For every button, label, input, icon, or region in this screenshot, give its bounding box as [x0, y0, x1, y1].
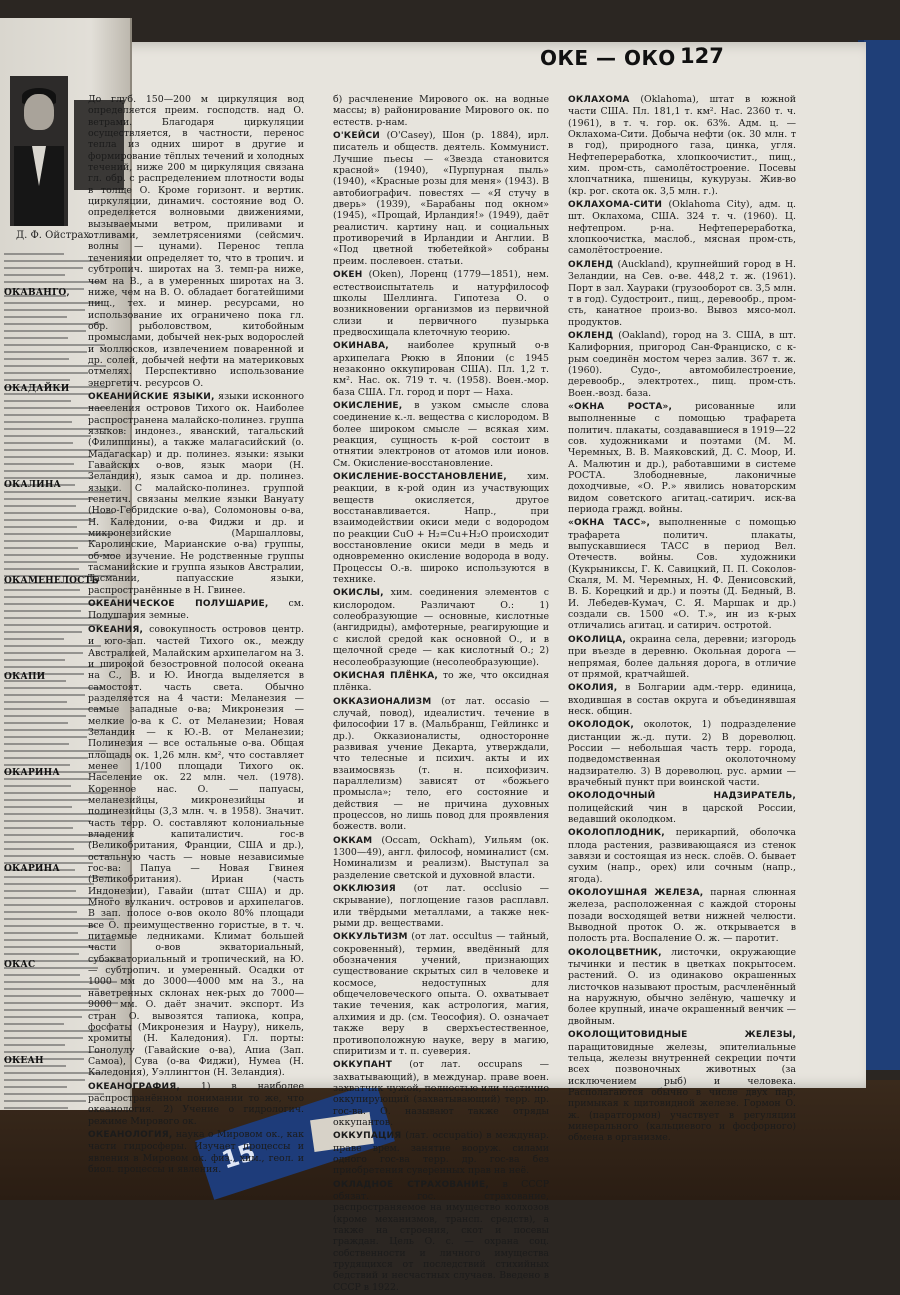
text-line [4, 764, 70, 766]
text-line [4, 743, 69, 745]
text-line [4, 757, 88, 759]
entry-headword: ОКЕАНИЧЕСКОЕ ПОЛУШАРИЕ, [88, 599, 269, 610]
entry-headword: ОКИСЛЕНИЕ-ВОССТАНОВЛЕНИЕ, [333, 472, 507, 482]
dictionary-entry [88, 598, 304, 622]
dictionary-entry [568, 947, 796, 1027]
entry-headword: ОКОЛОЦВЕТНИК, [568, 947, 662, 958]
entry-text: листочки, окружающие тычинки и пестик в цветках покрытосем. растений. О. из одинаково окрашенных листочков называют простым, расчленённый на наружную, обычно зелёную, чашечку и более крупный, иначе окрашенный венчик — двойным. [568, 946, 796, 1027]
text-line [4, 841, 92, 843]
text-line [4, 1044, 65, 1046]
text-line [4, 911, 77, 913]
dictionary-entry [333, 471, 549, 585]
portrait-caption: Д. Ф. Ойстрах. [16, 230, 93, 241]
text-line [4, 715, 86, 717]
column-1 [88, 94, 304, 1177]
page-number: 127 [680, 44, 724, 68]
text-line [4, 442, 73, 444]
entry-headword: ОККАЗИОНАЛИЗМ [333, 696, 432, 707]
text-line [4, 267, 83, 269]
text-line [4, 995, 81, 997]
dictionary-entry [333, 835, 549, 881]
left-headword: ОКАВАНГО, [4, 288, 70, 298]
dictionary-entry [333, 400, 549, 469]
text-line [4, 624, 100, 626]
text-line [4, 799, 90, 801]
text-line [4, 890, 76, 892]
text-line [4, 1100, 86, 1102]
entry-text: в Болгарии адм.-терр. единица, входившая в состав округа и объединявшая неск. общин. [568, 682, 796, 717]
column-2 [333, 94, 549, 1295]
dictionary-entry [568, 94, 796, 197]
text-line [4, 260, 101, 262]
dictionary-entry [568, 790, 796, 825]
entry-headword: ОККУЛЬТИЗМ [333, 932, 408, 943]
text-line [4, 1037, 83, 1039]
entry-text: хим. соединения элементов с кислородом. Различают О.: 1) солеобразующие — основные, кислотные (ангидриды), амфотерные, реагирующие и с кислой средой как основной О., и в щелочной среде — как кислотный О.; 2) несолеобразующие (несолеобразующие). [333, 587, 549, 668]
entry-text: (от лат. occlusio — скрывание), поглощение газов расплавл. или твёрдыми металлами, а также нек-рыми др. веществами. [333, 883, 549, 930]
entry-text: полицейский чин в царской России, ведавший околодком. [568, 802, 796, 825]
entry-text: выполненные с помощью трафарета политич. плакаты, выпускавшиеся ТАСС в период Вел. Отечеств. войны. Сов. художники (Кукрыниксы, Г. К. Савицкий, П. П. Соколов-Скаля, М. М. Черемных, Н. Ф. Денисовский, В. Б. Корецкий и др.) и поэты (Д. Бедный, В. И. Лебедев-Кумач, С. Я. Маршак и др.) создали св. 1500 «О. Т.», ин из к-рых отличались агитац. и сатирич. остротой. [568, 517, 796, 632]
entry-text: паращитовидные железы, эпителиальные тельца, железы внутренней секреции почти всех позвоночных животных (за исключением рыб) и человека. Располагаются обычно в числе двух пар, примыкая к щитовидной железе. Гормон О. ж. (паратгормон) участвует в регуляции минерального (кальциевого и фосфорного) обмена в организме. [568, 1041, 796, 1144]
text-line [4, 253, 64, 255]
text-line [4, 1016, 82, 1018]
entry-headword: ОКИСЛЫ, [333, 588, 384, 599]
text-line [4, 603, 99, 605]
dictionary-entry [88, 624, 304, 1079]
entry-text: (Auckland), крупнейший город в Н. Зеландии, на Сев. о-ве. 448,2 т. ж. (1961). Порт в зал. Хаураки (грузооборот св. 3,5 млн. т в год). Судостроит., пищ., деревообр., пром-сть, канатное произ-во. Вывоз мясо-мол. продуктов. [568, 258, 797, 328]
entry-text: (Oklahoma), штат в южной части США. Пл. 181,1 т. км². Нас. 2360 т. ч. (1961), в т. ч. гор. ок. 63%. Адм. ц. — Оклахома-Сити. Добыча нефти (ок. 30 млн. т в год), природного газа, цинка, угля. Нефтепереработка, хлопкоочистит., пищ., хим. пром-сть, самолётостроение. Посевы хлопчатника, пшеницы, кукурузы. Жив-во (кр. рог. скота ок. 3,5 млн. г.). [568, 94, 797, 197]
portrait-photo [10, 76, 68, 226]
entry-text: (от лат. occupans — захватывающий), в междунар. праве воен. захватчик чужой, полностью или частично оккупирующий (захватывающий) терр. др. гос-ва. О. называют также отряды оккупантов. [333, 1059, 550, 1128]
entry-text: то же, что оксидная плёнка. [333, 669, 549, 694]
dictionary-entry [333, 931, 549, 1057]
entry-headword: ОКЕАНИЯ, [88, 624, 144, 635]
text-line [4, 848, 74, 850]
entry-text: см. Полушария земные. [88, 598, 304, 622]
entry-headword: ОКЕАНИЙСКИЕ ЯЗЫКИ, [88, 391, 215, 402]
text-line [4, 526, 77, 528]
entry-text: хим. реакции, в к-рой один из участвующих веществ окисляется, другое восстанавливается. Напр., при взаимодействии окиси меди с водородом по реакции CuO + H₂=Cu+H₂O происходит восстановление окиси меди в медь и одновременно окисление водорода в воду. Процессы О.-в. широко используются в технике. [333, 471, 549, 586]
entry-headword: ОКЛАХОМА-СИТИ [568, 200, 663, 211]
dictionary-entry [333, 269, 549, 338]
dictionary-entry [333, 1179, 549, 1293]
left-headword: ОКЕАН [4, 1056, 44, 1066]
dictionary-entry [568, 827, 796, 885]
dictionary-entry [568, 199, 796, 257]
text-line [4, 358, 69, 360]
left-headword: ОКАРИНА [4, 768, 60, 778]
dictionary-entry [333, 670, 549, 694]
text-line [4, 638, 64, 640]
dictionary-entry [333, 94, 549, 128]
text-line [4, 1023, 64, 1025]
text-line [4, 806, 72, 808]
text-line [4, 778, 89, 780]
entry-headword: ОКОЛОЩИТОВИДНЫЕ ЖЕЛЕЗЫ, [568, 1030, 796, 1041]
text-line [4, 337, 68, 339]
portrait-face [24, 94, 54, 130]
text-line [4, 631, 82, 633]
text-line [4, 274, 65, 276]
dictionary-entry [333, 1059, 549, 1128]
left-headword: ОКАЛИНА [4, 480, 62, 490]
dictionary-entry [88, 1129, 304, 1175]
entry-headword: ОККУПАЦИЯ [333, 1131, 402, 1142]
entry-headword: ОККЛЮЗИЯ [333, 884, 396, 895]
entry-text: парная слюнная железа, расположенная с каждой стороны позади восходящей ветви нижней челюсти. Выводной проток О. ж. открывается в полость рта. Воспаление О. ж. — паротит. [568, 887, 796, 945]
entry-text: (O'Casey), Шон (р. 1884), ирл. писатель и обществ. деятель. Коммунист. Лучшие пьесы — «Звезда становится красной» (1940), «Пурпурная пыль» (1940), «Красные розы для меня» (1943). В автобиографич. повестях — «Я стучу в дверь» (1939), «Барабаны под окном» (1945), «Прощай, Ирландия!» (1949), даёт реалистич. картину нац. и социальных противоречий в Ирландии и Англии. В «Под цветной тюбетейкой» собраны преим. послевоен. статьи. [333, 130, 549, 267]
entry-headword: ОКЕАНОЛОГИЯ, [88, 1129, 173, 1140]
text-line [4, 540, 96, 542]
dictionary-entry [333, 883, 549, 929]
text-line [4, 785, 71, 787]
text-line [4, 498, 94, 500]
text-line [4, 351, 87, 353]
left-headword: ОКАПИ [4, 672, 46, 682]
dictionary-entry [568, 634, 796, 680]
text-line [4, 379, 70, 381]
text-line [4, 456, 92, 458]
running-head: ОКЕ — ОКО [540, 46, 676, 70]
text-line [4, 883, 94, 885]
entry-headword: ОКОЛОДОК, [568, 720, 635, 731]
dictionary-entry [568, 517, 796, 631]
text-line [4, 1086, 67, 1088]
text-line [4, 610, 81, 612]
entry-text: в СССР обязат. гос. страхование, распространяемое на имущество колхозов (кроме механизмов, трансп. средств), а также на строения, скот и посевы граждан. Цель О. с. — охрана соц. собственности и личного имущества трудящихся от последствий стихийных бедствий и несчастных случаев. Введено в СССР в 1922. [333, 1178, 550, 1293]
text-line [4, 421, 72, 423]
page-header [540, 44, 724, 70]
text-line [4, 561, 97, 563]
entry-text: До глуб. 150—200 м циркуляция вод определяется преим. господств. над О. ветрами. Благодаря циркуляции осуществляется, в частности, перенос тепла из одних широт в другие и формирование тёплых течений и холодных течений, ниже 200 м циркуляция связана гл. обр. с распределением плотности воды в толще О. Кроме горизонт. и вертик. циркуляции, динамич. состояние вод О. определяется волновыми движениями, вызываемыми ветром, приливами и отливами, землетрясениями (сейсмич. волны — цунами). Перенос тепла течениями определяет то, что в тропич. и субтропич. широтах на З. темп-ра ниже, чем на В., а в умеренных широтах на З. ниже, чем на В. О. обладает богатейшими пищ., тех. и минер. ресурсами, но использование их ограничено пока гл. обр. рыболовством, китобойным промыслами, добычей нек-рых водорослей и моллюсков, извлечением поваренной и др. солей, добычей нефти на материковых отмелях. Перспективно использование энергетич. ресурсов О. [88, 94, 304, 389]
entry-text: в узком смысле слова соединение к.-л. вещества с кислородом. В более широком смысле — всякая хим. реакция, сущность к-рой состоит в отнятии электронов от атомов или ионов. См. Окисление-восстановление. [333, 399, 549, 469]
text-line [4, 372, 88, 374]
entry-text: наиболее крупный о-в архипелага Рюкю в Японии (с 1945 незаконно оккупирован США). Пл. 1,2 т. км². Нас. ок. 719 т. ч. (1958). Воен.-мор. база США. Гл. город и порт — Наха. [333, 340, 549, 398]
dictionary-entry [88, 94, 304, 389]
dictionary-entry [333, 130, 549, 267]
entry-text: совокупность островов центр. и юго-зап. частей Тихого ок., между Австралией, Малайским архипелагом на З. и широкой безостровной полосой океана на С., В. и Ю. Иногда выделяется в самостоят. часть света. Обычно разделяется на 4 части: Меланезия — самые западные о-ва; Микронезия — мелкие о-ва к С. от Меланезии; Новая Зеландия — к Ю.-В. от Меланезии; Полинезия — все остальные о-ва. Общая площадь ок. 1,26 млн. км², что составляет менее 1/100 площади Тихого ок. Население ок. 22 млн. чел. (1978). Коренное нас. О. — папуасы, меланезийцы, микронезийцы и полинезийцы (3,3 млн. ч. в 1958). Значит. часть терр. О. составляют колониальные владения капиталистич. гос-в (Великобритания, Франции, США и др.), остальную часть — новые независимые гос-ва: Папуа — Новая Гвинея (Великобритания). Ириан (часть Индонезии), Гавайи (штат США) и др. Много вулканич. островов и архипелагов. В зап. полосе о-вов около 80% площади все О. преимущественно гористые, в т. ч. питаемые ледниками. Климат большей части о-вов экваториальный, субэкваториальный и тропический, на Ю. — субтропич. и умеренный. Осадки от 1000 мм до 3000—4000 мм на З., на наветренных склонах нек-рых до 7000—9000 мм. О. даёт значит. экспорт. Из стран О. вывозятся тапиока, копра, фосфаты (Микронезия и Науру), никель, хромиты (Н. Каледония). Гл. порты: Гонолулу (Гавайские о-ва), Апиа (Зап. Самоа), Сува (о-ва Фиджи), Нумеа (Н. Каледония), Уэллингтон (Н. Зеландия). [88, 623, 304, 1079]
text-line [4, 1079, 85, 1081]
entry-text: перикарпий, оболочка плода растения, развивающаяся из стенок завязи и состоящая из неск. слоёв. О. бывает сухим (напр., орех) или сочным (напр., ягода). [568, 827, 796, 885]
entry-headword: ОКЛАХОМА [568, 95, 630, 105]
column-3 [568, 94, 796, 1146]
entry-text: (Oakland), город на З. США, в шт. Калифорния, пригород Сан-Франциско, с к-рым соединён мостом через залив. 367 т. ж. (1960). Судо-, автомобилестроение, деревообр., электротех., пищ. пром-сть. Воен.-возд. база. [568, 329, 796, 399]
text-line [4, 645, 101, 647]
entry-headword: О'КЕЙСИ [333, 131, 380, 142]
dictionary-entry [568, 330, 796, 399]
dictionary-entry [88, 1081, 304, 1127]
text-line [4, 827, 73, 829]
entry-headword: ОКОЛОДОЧНЫЙ НАДЗИРАТЕЛЬ, [568, 791, 796, 802]
text-line [4, 988, 99, 990]
entry-headword: ОКИСЛЕНИЕ, [333, 400, 403, 411]
text-line [4, 519, 95, 521]
entry-headword: «ОКНА ТАСС», [568, 518, 651, 529]
text-line [4, 463, 74, 465]
text-line [4, 946, 97, 948]
text-line [4, 652, 83, 654]
dictionary-entry [88, 391, 304, 596]
entry-headword: ОКОЛИЦА, [568, 634, 626, 645]
left-headword: ОКАС [4, 960, 36, 970]
text-line [4, 701, 67, 703]
entry-headword: ОККУПАНТ [333, 1060, 393, 1071]
text-line [4, 547, 78, 549]
text-line [4, 435, 91, 437]
entry-headword: ОКОЛИЯ, [568, 683, 618, 694]
dictionary-entry [333, 696, 549, 833]
text-line [4, 925, 96, 927]
text-line [4, 694, 85, 696]
text-line [4, 820, 91, 822]
text-line [4, 974, 80, 976]
entry-headword: ОКЛЕНД [568, 330, 614, 341]
text-line [4, 1107, 68, 1109]
entry-headword: «ОКНА РОСТА», [568, 401, 673, 412]
entry-headword: ОКОЛОУШНАЯ ЖЕЛЕЗА, [568, 888, 704, 899]
dictionary-entry [568, 401, 796, 515]
entry-headword: ОКЕАНОГРАФИЯ, [88, 1081, 181, 1092]
entry-headword: ОКЕН [333, 270, 363, 281]
dictionary-entry [333, 587, 549, 667]
text-line [4, 568, 79, 570]
ruler-number: 15 [218, 1137, 259, 1175]
entry-headword: ОКИСНАЯ ПЛЁНКА, [333, 670, 439, 681]
entry-text: околоток, 1) подразделение дистанции ж.-д. пути. 2) В дореволюц. России — небольшая часть терр. города, подведомственная околоточному надзирателю. 3) В дореволюц. рус. армии — врачебный пункт при воинской части. [568, 719, 796, 788]
dictionary-entry [568, 719, 796, 788]
text-line [4, 736, 87, 738]
entry-text: (лат. occupatio) в междунар. праве врем. занятие вооруж. силами одного гос-ва терр. др. гос-ва без приобретения суверенных прав на неё. [333, 1130, 549, 1177]
entry-text: (от лат. occultus — тайный, сокровенный), термин, введённый для обозначения учений, признающих существование скрытых сил в человеке и космосе, недоступных для общечеловеческого опыта. О. охватывает такие течения, как астрология, магия, алхимия и др. (см. Теософия). О. означает также веру в сверхъестественное, противоположную науке, веру в магию, спиритизм и т. п. суеверия. [333, 931, 549, 1057]
entry-text: 1) в наиболее распространённом понимании то же, что океанология. 2) Учение о гидрологич. режиме Мирового ок. [88, 1080, 304, 1127]
entry-text: окраина села, деревни; изгородь при въезде в деревню. Окольная дорога — непрямая, более дальняя дорога, в отличие от прямой, кратчайшей. [568, 633, 796, 680]
text-line [4, 953, 79, 955]
entry-headword: ОКОЛОПЛОДНИК, [568, 828, 665, 839]
text-line [4, 477, 93, 479]
text-line [4, 316, 67, 318]
entry-text: (Occam, Ockham), Уильям (ок. 1300—49), англ. философ, номиналист (см. Номинализм и реализм). Выступал за разделение светской и духовной власти. [333, 834, 549, 881]
entry-text: наука о Мировом ок., как части гидросферы. Изучает процессы и явления в Мировом ок. физ., хим., геол. и биол. процессы и явления. [88, 1128, 304, 1175]
entry-headword: ОКЛАДНОЕ СТРАХОВАНИЕ, [333, 1179, 489, 1190]
dictionary-entry [333, 340, 549, 398]
text-line [4, 1009, 100, 1011]
dictionary-entry [568, 259, 796, 328]
left-headword: ОКАМЕНЕЛОСТЬ [4, 576, 100, 586]
text-line [4, 932, 78, 934]
dictionary-entry [568, 887, 796, 945]
entry-text: (от лат. occasio — случай, повод), идеалистич. течение в философии 17 в. (Мальбранш, Гейлинкс и др.). Окказионалисты, односторонне развивая учение Декарта, утверждали, что телесные и психич. акты и их взаимосвязь (т. н. психофизич. параллелизм) зависят от «божьего промысла»; тело, его состояние и действия — не причина духовных процессов, но лишь повод для проявления божеств. воли. [333, 695, 549, 833]
entry-text: б) расчленение Мирового ок. на водные массы; в) районирование Мирового ок. по естеств. р-нам. [333, 94, 549, 128]
entry-text: (Oken), Лоренц (1779—1851), нем. естествоиспытатель и натурфилософ школы Шеллинга. Гипотеза О. о возникновении организмов из первичной слизи и первичного пузырька предвосхищала клеточную теорию. [333, 269, 549, 338]
text-line [4, 330, 86, 332]
entry-headword: ОККАМ [333, 835, 373, 846]
text-line [4, 400, 71, 402]
dictionary-entry [568, 682, 796, 717]
entry-text: рисованные или выполненные с помощью трафарета политич. плакаты, создававшиеся в 1919—22 сов. художниками и поэтами (М. М. Черемных, В. В. Маяковский, Д. С. Моор, И. А. Малютин и др.), работавшими в системе РОСТА. Злободневные, лаконичные доходчивые, «О. Р.» явились новаторским видом советского агитац.-сатирич. иск-ва периода гражд. войны. [568, 400, 796, 516]
entry-text: (Oklahoma City), адм. ц. шт. Оклахома, США. 324 т. ч. (1960). Ц. нефтепром. р-на. Нефтепереработка, хлопкоочистка, маслоб., мясная пром-сть, самолётостроение. [568, 199, 796, 257]
text-line [4, 1030, 101, 1032]
entry-text: языки исконного населения островов Тихого ок. Наиболее распространена малайско-полинез. группа языков: индонез., яванский, тагальский (Филиппины), а также малагасийский (о. Мадагаскар) и др. полинез. языки: языки Гавайских о-вов, язык маори (Н. Зеландия), язык самоа и др. полинез. языки. С малайско-полинез. группой генетич. связаны мелкие языки Вануату (Ново-Гебридские о-ва), Соломоновы о-ва, Н. Каледонии, о-ва Фиджи и др. и микронезийские (Маршалловы, Каролинские, Марианские о-ва) группы, об-мое изучение. Не родственные группы тасманийские и группа языков Австралии, Тасмании, папуасские языки, распространённые в Н. Гвинее. [88, 390, 304, 596]
text-line [4, 589, 80, 591]
dictionary-entry [568, 1029, 796, 1143]
entry-headword: ОКЛЕНД [568, 259, 614, 270]
text-line [4, 904, 95, 906]
entry-headword: ОКИНАВА, [333, 341, 389, 352]
text-line [4, 309, 85, 311]
text-line [4, 659, 65, 661]
left-headword: ОКАДАЙКИ [4, 384, 70, 394]
dictionary-entry [333, 1130, 549, 1176]
left-headword: ОКАРИНА [4, 864, 60, 874]
text-line [4, 505, 76, 507]
text-line [4, 414, 90, 416]
text-line [4, 722, 68, 724]
